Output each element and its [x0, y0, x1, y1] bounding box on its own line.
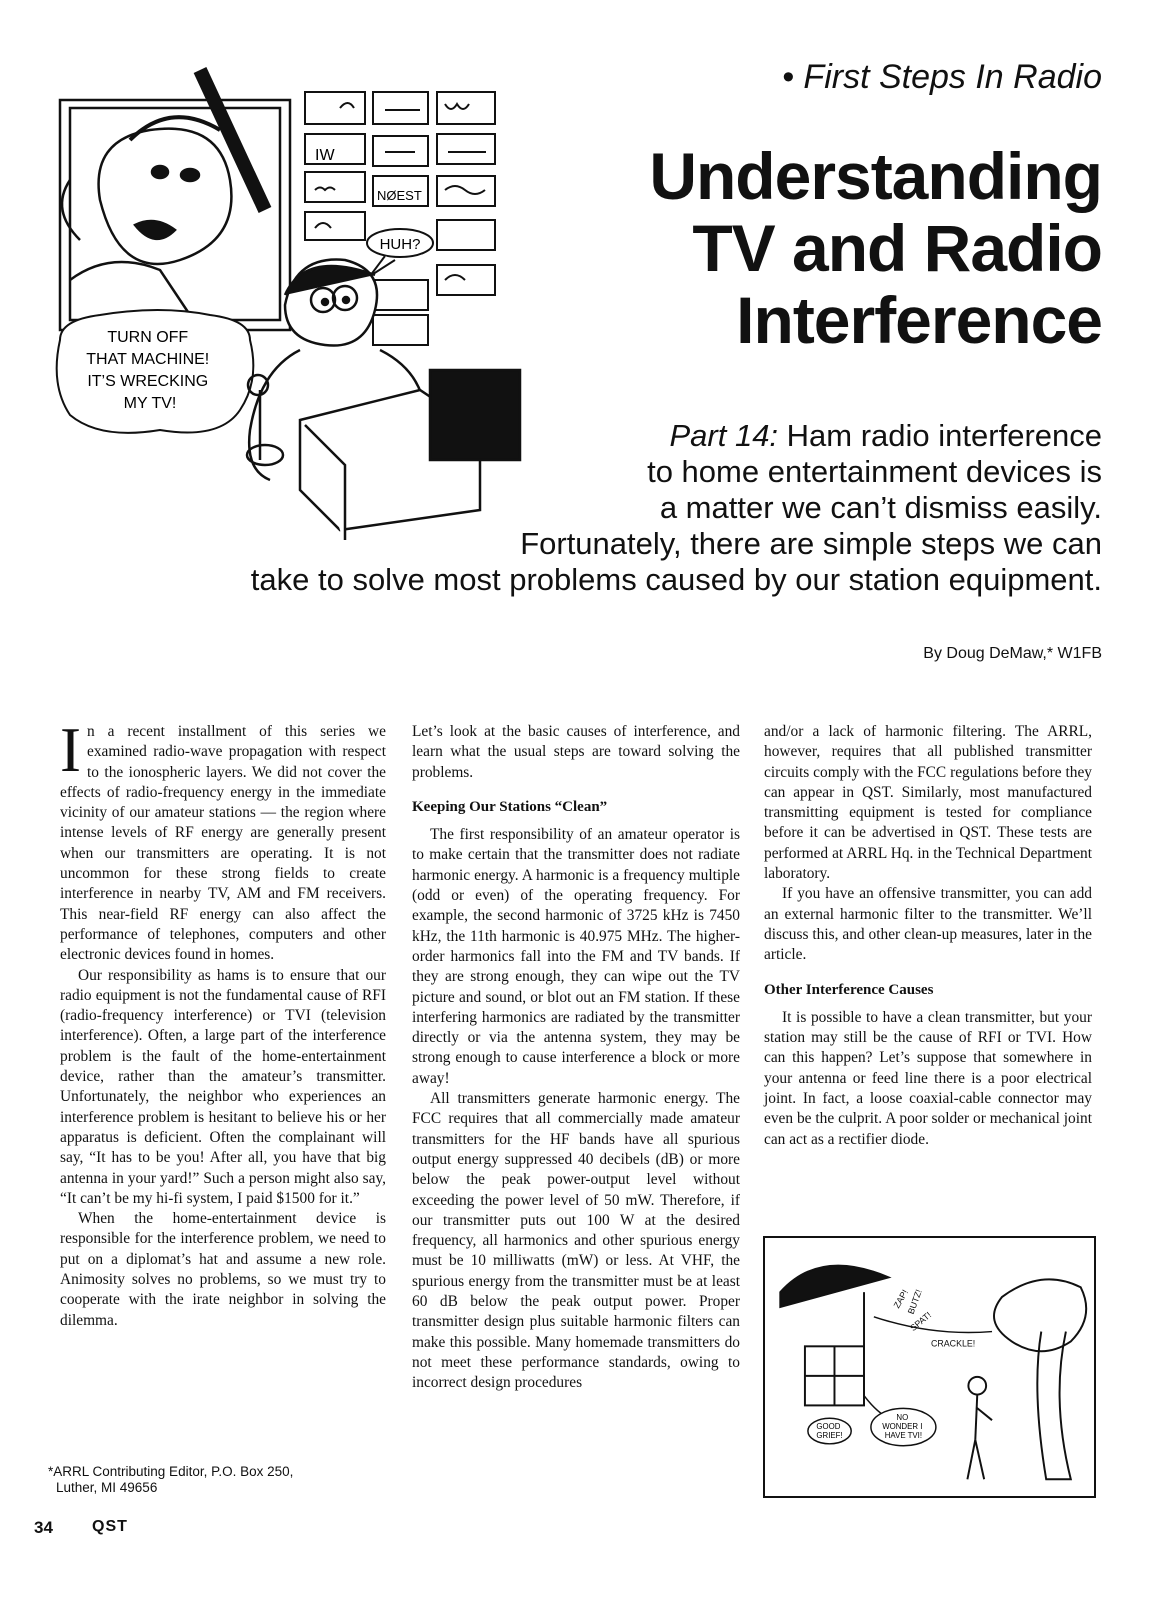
paragraph: It is possible to have a clean transmitter, but your station may still be the cause of RFI or TVI. How can this happen? Let’s suppose that somewhere in your antenna or feed line there is a poor electrical joint. In fact, a loose coaxial-cable connector may even be the culprit. A poor solder or mechanical joint can act as a rectifier diode.: [764, 1008, 1092, 1148]
paragraph: Let’s look at the basic causes of interference, and learn what the usual steps are toward solving the problems.: [412, 723, 740, 781]
page-number: 34: [34, 1518, 53, 1537]
bubble-line: GRIEF!: [816, 1430, 843, 1440]
bubble-line: THAT MACHINE!: [86, 351, 210, 368]
paragraph: Our responsibility as hams is to ensure that our radio equipment is not the fundamental cause of RFI (radio-frequency interference) or TVI (television interference). Often, a large part of the interference problem is the fault of the home-entertainment device, rather than the amateur’s transmitter. Unfortunately, the neighbor who experiences an interference problem is hesitant to believe his or her apparatus is deficient. Often the complainant will say, “It has to be you! After all, you have that big antenna in your yard!” Such a person might also say, “It can’t be my hi-fi system, I paid $1500 for it.”: [60, 966, 386, 1207]
feedline: [864, 1317, 992, 1422]
title-line: Understanding: [649, 139, 1102, 213]
deck-line: a matter we can’t dismiss easily.: [659, 490, 1102, 525]
paragraph: If you have an offensive transmitter, you can add an external harmonic filter to the transmitter. We’ll discuss this, and other clean-up measures, later in the article.: [764, 885, 1092, 964]
speech-bubble-right-text: HUH?: [379, 236, 421, 253]
footnote-line: *ARRL Contributing Editor, P.O. Box 250,: [48, 1464, 294, 1479]
paragraph-text: n a recent installment of this series we examined radio-wave propagation with respect to the ionospheric layers. We did not cover the effects of radio-frequency energy in the immediate vicinity of our amateur stations — the region where intense levels of RF energy are generally present when our transmitters are operating. It is not uncommon for these strong fields to create interference in nearby TV, AM and FM receivers. This near-field RF energy can also affect the performance of telephones, computers and other electronic devices found in homes.: [60, 723, 386, 964]
qsl-card-text: NØEST: [377, 188, 422, 203]
column-1: [60, 715, 386, 1331]
magazine-logo: QST: [92, 1518, 128, 1535]
section-heading: Keeping Our Stations “Clean”: [412, 798, 608, 815]
sound-effect: SPAT!: [908, 1309, 934, 1334]
house-roof: [780, 1266, 888, 1406]
footnote-line: Luther, MI 49656: [56, 1480, 158, 1495]
bubble-line: IT’S WRECKING: [87, 373, 209, 390]
tree: [994, 1279, 1086, 1479]
article-deck: [42, 418, 1102, 598]
column-3: [764, 722, 1092, 1150]
deck-line: to home entertainment devices is: [647, 454, 1102, 489]
title-line: TV and Radio: [692, 211, 1102, 285]
deck-line: [42, 418, 1102, 454]
paragraph: All transmitters generate harmonic energy. The FCC requires that all commercially made amateur transmitters for the HF bands have all spurious output energy suppressed 40 decibels (dB) or more below the peak power-output level without exceeding the power level of 50 mW. Therefore, if our transmitter puts out 100 W at the desired frequency, all harmonics and other spurious energy must be 10 milliwatts (mW) or less. At VHF, the spurious energy from the transmitter must be at least 60 dB below the peak output power. Proper transmitter design plus suitable harmonic filters can make this possible. Many homemade transmitters do not meet these performance standards, owing to incorrect design procedures: [412, 1090, 740, 1392]
deck-line: Fortunately, there are simple steps we can: [520, 526, 1102, 561]
paragraph: When the home-entertainment device is responsible for the interference problem, we need to put on a diplomat’s hat and assume a new role. Animosity solves no problems, so we must try to cooperate with the irate neighbor in solving the dilemma.: [60, 1210, 386, 1329]
section-heading: Other Interference Causes: [764, 981, 934, 998]
drop-cap: I: [60, 715, 81, 785]
sound-effect: ZAP!: [891, 1287, 911, 1310]
figure-bubble-left-text: [816, 1422, 842, 1440]
bubble-line: TURN OFF: [107, 329, 189, 346]
article-title: [502, 140, 1102, 356]
qsl-card-text: IW: [315, 147, 335, 164]
bubble-line: WONDER I: [882, 1422, 923, 1432]
bubble-line: MY TV!: [123, 395, 177, 412]
bubble-line: GOOD: [816, 1422, 841, 1432]
bubble-line: HAVE TVI!: [884, 1430, 923, 1440]
paragraph: The first responsibility of an amateur operator is to make certain that the transmitter does not radiate harmonic energy. A harmonic is a frequency multiple (odd or even) of the operating frequency. For example, the second harmonic of 3725 kHz is 7450 kHz, the 11th harmonic is 40.975 MHz. The higher-order harmonics fall into the FM and TV bands. If they are strong enough, they can wipe out the TV picture and sound, or blot out an FM station. If these interfering harmonics are radiated by the transmitter directly or via the antenna system, they may be strong enough to cause interference a block or more away!: [412, 826, 740, 1087]
bubble-line: NO: [896, 1413, 909, 1423]
part-label: Part 14:: [669, 418, 779, 453]
footnote: [48, 1464, 293, 1496]
column-2: [412, 722, 740, 1394]
title-line: Interference: [736, 283, 1102, 357]
series-label: • First Steps In Radio: [782, 58, 1102, 96]
figure-illustration: [763, 1236, 1096, 1498]
paragraph: [60, 715, 386, 966]
paragraph: and/or a lack of harmonic filtering. The ARRL, however, requires that all published transmitter circuits comply with the FCC regulations before they can appear in QST. Similarly, most manufactured transmitting equipment is tested for compliance before it can be advertised in QST. These tests are performed at ARRL Hq. in the Technical Department laboratory.: [764, 723, 1092, 883]
sound-effect: BUTZ!: [905, 1288, 924, 1316]
byline: By Doug DeMaw,* W1FB: [923, 645, 1102, 662]
deck-line: take to solve most problems caused by our station equipment.: [250, 562, 1102, 597]
sound-effect: CRACKLE!: [930, 1338, 976, 1349]
deck-line-text: Ham radio interference: [786, 418, 1102, 453]
person: [967, 1377, 992, 1479]
